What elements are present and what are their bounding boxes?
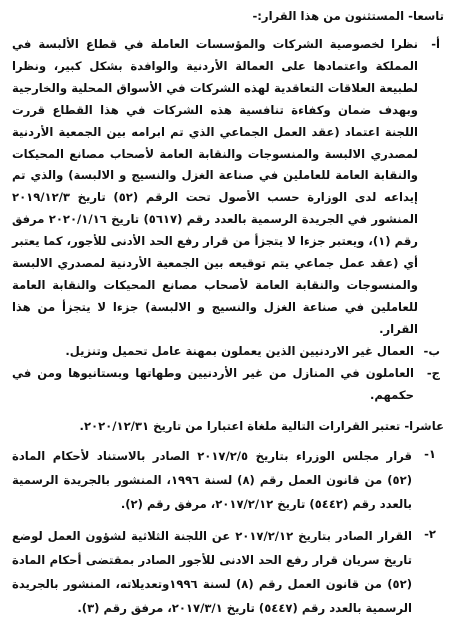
- item-b-marker: ب-: [423, 343, 440, 358]
- item-2-text: القرار الصادر بتاريخ ٢٠١٧/٢/١٢ عن اللجنة الثلاثية لشؤون العمل لوضع تاريخ سريان قرار رفع الحد الادنى للأجور الصادر بمقتضى أحكام المادة (٥٢) من قانون العمل رقم (٨) لسنة ١٩٩٦وتعديلاته، المنشور بالجريدة الرسمية بالعدد رقم (٥٤٤٧) تاريخ ٢٠١٧/٣/١، مرفق رقم (٣).: [12, 529, 412, 616]
- section-9-item-b: [12, 341, 444, 363]
- section-9-item-c: [12, 363, 444, 407]
- item-1-marker: ١-: [424, 447, 436, 462]
- item-b-text: العمال غير الاردنيين الذين يعملون بمهنة عامل تحميل وتنزيل.: [65, 343, 414, 358]
- item-a-text: نظرا لخصوصية الشركات والمؤسسات العاملة في قطاع الألبسة في المملكة واعتمادها على العمالة الأردنية والوافدة بشكل كبير، ونظرا لطبيعة العلاقات التعاقدية لهذه الشركات في الأسواق المحلية والخارجية وبهدف ضمان وكفاءة تنافسية هذه الشركات في هذا القطاع قررت اللجنة اعتماد (عقد العمل الجماعي الذي تم ابرامه بين الجمعية الأردنية لمصدري الالبسة والمنسوجات والنقابة العامة لأصحاب مصانع المحيكات والنقابة العامة للعاملين في صناعة الغزل والنسيج و الالبسة) والذي تم إيداعه لدى الوزارة حسب الأصول تحت الرقم (٥٢) تاريخ ٢٠١٩/١٢/٣ المنشور في الجريدة الرسمية بالعدد رقم (٥٦١٧) تاريخ ٢٠٢٠/١/١٦ مرفق رقم (١)، ويعتبر جزءا لا يتجزأ من قرار رفع الحد الأدنى للأجور، كما يعتبر أي (عقد عمل جماعي يتم توقيعه بين الجمعية الأردنية لمصدري الالبسة والمنسوجات والنقابة العامة لأصحاب مصانع المحيكات والنقابة العامة للعاملين في صناعة الغزل والنسيج و الالبسة) جزءا لا يتجزأ من هذا القرار.: [12, 37, 419, 336]
- section-9-body: [12, 34, 444, 406]
- item-1-text: قرار مجلس الوزراء بتاريخ ٢٠١٧/٢/٥ الصادر بالاستناد لأحكام المادة (٥٢) من قانون العمل رقم (٨) لسنة ١٩٩٦، المنشور بالجريدة الرسمية بالعدد رقم (٥٤٤٢) تاريخ ٢٠١٧/٢/١٢، مرفق رقم (٢).: [12, 449, 413, 512]
- item-c-text: العاملون في المنازل من غير الأردنيين وطهاتها وبستانيوها ومن في حكمهم.: [12, 365, 414, 402]
- section-10-item-2: [12, 524, 444, 620]
- item-c-marker: ج-: [426, 365, 440, 380]
- section-9-item-a: [12, 34, 444, 341]
- section-9-heading: تاسعا- المستثنون من هذا القرار:-: [252, 9, 444, 23]
- section-10-heading: عاشرا- تعتبر القرارات التالية ملغاة اعتبارا من تاريخ ٢٠٢٠/١٢/٣١.: [79, 419, 444, 434]
- item-2-marker: ٢-: [424, 527, 436, 542]
- section-10: [12, 416, 444, 620]
- item-a-marker: أ-: [431, 37, 440, 51]
- section-10-item-1: [12, 444, 444, 516]
